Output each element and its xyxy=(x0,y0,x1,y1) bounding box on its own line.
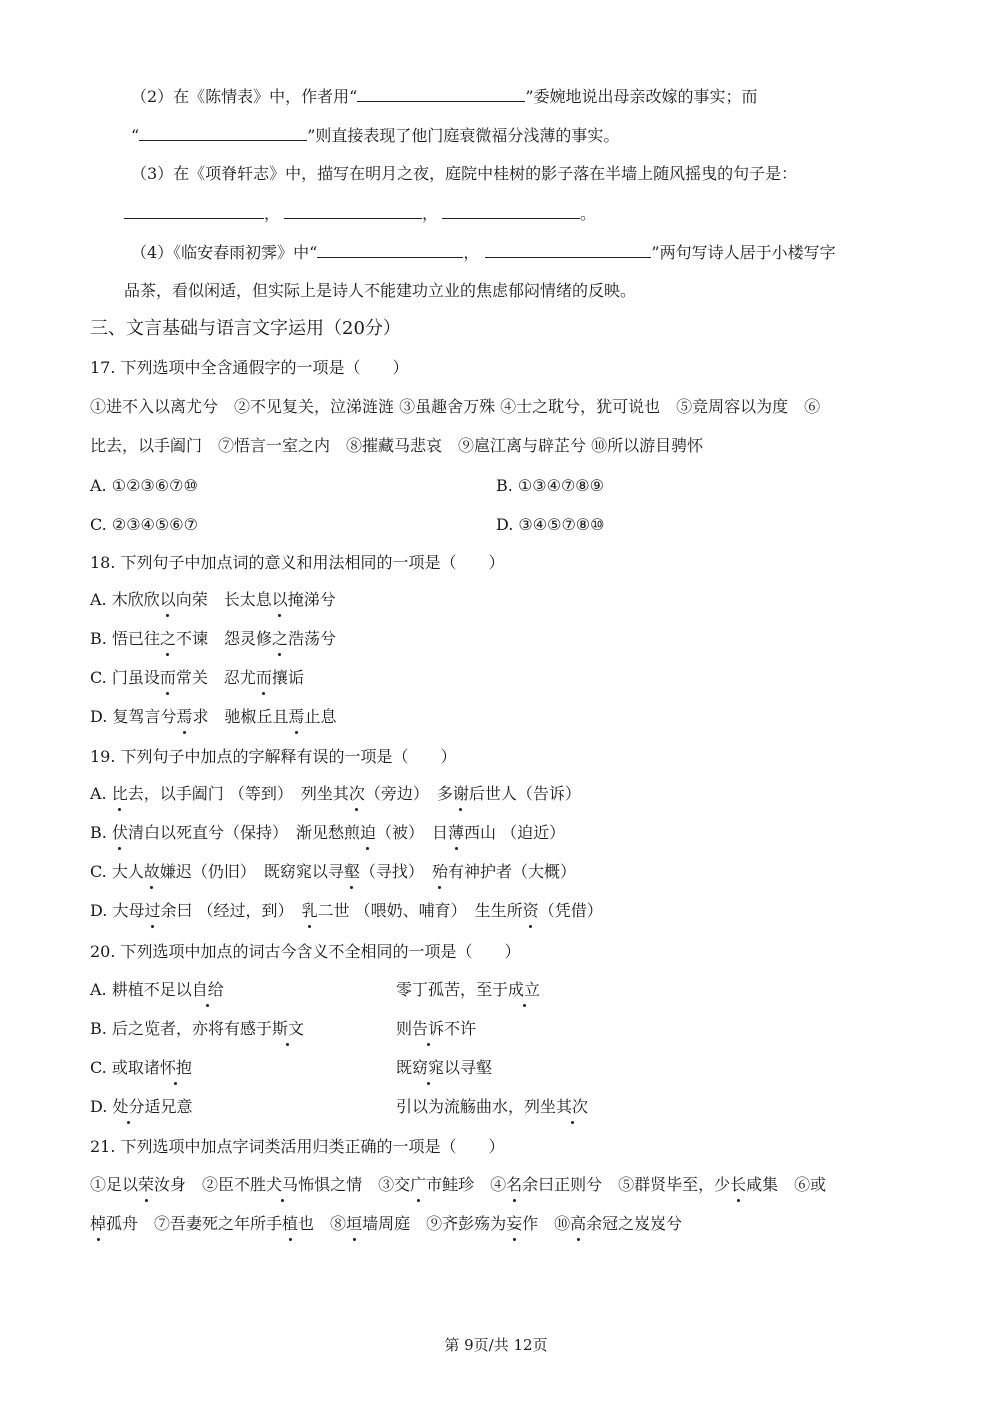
q2-blank-1[interactable] xyxy=(357,85,525,102)
text: 怖惧之情 ③交 xyxy=(298,1175,411,1194)
dotted-char: 之 xyxy=(271,629,288,648)
option-label: C. xyxy=(90,862,107,881)
q4-text-b: ”两句写诗人居于小楼写字 xyxy=(651,243,836,262)
section-title: 三、文言基础与语言文字运用（20分） xyxy=(90,318,401,339)
q17-option-d[interactable]: D. ③④⑤⑦⑧⑩ xyxy=(496,515,605,534)
text: 墙周庭 ⑨齐彭殇为 xyxy=(362,1214,507,1233)
fill-q3-line1 xyxy=(131,163,797,185)
dotted-char: 焉 xyxy=(176,707,193,726)
q4-blank-2[interactable] xyxy=(485,241,651,258)
text: 悟已往 xyxy=(111,629,160,648)
fill-q3-line2 xyxy=(124,202,596,225)
q20-option-d-right xyxy=(396,1096,588,1118)
text: 咸集 ⑥或 xyxy=(746,1175,827,1194)
q19-stem: 19. 下列句子中加点的字解释有误的一项是（ ） xyxy=(90,747,457,766)
dotted-char: 而 xyxy=(255,668,272,687)
option-label: B. xyxy=(90,629,107,648)
text: 常关 忍尤 xyxy=(175,668,256,687)
q2-text-a: （2）在《陈情表》中，作者用“ xyxy=(131,87,358,106)
option-label: A. xyxy=(90,980,107,999)
q4-blank-1[interactable] xyxy=(317,241,463,258)
option-label: B. xyxy=(90,1019,107,1038)
dotted-char: 故 xyxy=(143,862,160,881)
q3-sep-1: ， xyxy=(264,204,281,223)
text: 则 xyxy=(396,1019,413,1038)
dotted-char: 而 xyxy=(159,668,176,687)
text: 攘诟 xyxy=(271,668,304,687)
text: （寻找） xyxy=(359,862,432,881)
text: 掩涕兮 xyxy=(287,590,336,609)
text: 汝身 ②臣不胜 xyxy=(154,1175,267,1194)
option-label: A. xyxy=(90,590,107,609)
text: 木欣欣 xyxy=(111,590,160,609)
text: 后之览者，亦将有感于 xyxy=(111,1019,272,1038)
option-label: A. xyxy=(90,784,107,803)
text: ①足以 xyxy=(90,1175,139,1194)
dotted-word: 窈窕 xyxy=(412,1058,445,1077)
option-label: B. xyxy=(90,823,107,842)
text: 向荣 长太息 xyxy=(175,590,272,609)
text: 以寻壑 xyxy=(444,1058,493,1077)
text: 嫌迟（仍旧） 既窈窕以寻 xyxy=(159,862,344,881)
dotted-char: 迫 xyxy=(359,823,376,842)
text: 门虽设 xyxy=(111,668,160,687)
fill-q2-line2 xyxy=(131,124,619,147)
q3-blank-3[interactable] xyxy=(442,202,580,219)
dotted-char: 薄 xyxy=(448,823,465,842)
text: 余曰正则兮 ⑤群贤毕至，少 xyxy=(522,1175,731,1194)
text: 止息 xyxy=(304,707,337,726)
q2-text-c: “ xyxy=(131,126,140,145)
q18-option-d[interactable] xyxy=(90,706,337,728)
fill-q4-line1 xyxy=(131,241,836,264)
q17-option-c[interactable]: C. ②③④⑤⑥⑦ xyxy=(90,515,198,534)
dotted-word: 怀抱 xyxy=(159,1058,192,1077)
dotted-char: 乳 xyxy=(301,901,318,920)
option-label: C. xyxy=(90,1058,107,1077)
option-label: D. xyxy=(90,1097,108,1116)
dotted-char: 棹 xyxy=(90,1214,107,1233)
q21-items-line1 xyxy=(90,1174,826,1196)
q2-text-b: ”委婉地说出母亲改嫁的事实；而 xyxy=(525,87,758,106)
text: 浩荡兮 xyxy=(288,629,337,648)
q20-option-c[interactable] xyxy=(90,1057,192,1079)
text: 余冠之岌岌兮 xyxy=(586,1214,683,1233)
q18-option-b[interactable] xyxy=(90,628,336,650)
text: 引以为流觞曲水，列坐 xyxy=(396,1097,557,1116)
q3-end: 。 xyxy=(580,204,597,223)
q4-sep: ， xyxy=(463,243,480,262)
dotted-char: 高 xyxy=(570,1214,587,1233)
text: 不谏 怨灵修 xyxy=(175,629,272,648)
dotted-char: 伏 xyxy=(111,823,128,842)
dotted-char: 长 xyxy=(730,1175,747,1194)
text: （旁边） 多 xyxy=(364,784,453,803)
q19-option-b[interactable] xyxy=(90,822,565,844)
dotted-word: 告诉 xyxy=(412,1019,445,1038)
text: 大人 xyxy=(111,862,144,881)
text: 也 ⑧ xyxy=(298,1214,347,1233)
q2-blank-2[interactable] xyxy=(139,124,307,141)
dotted-word: 斯文 xyxy=(271,1019,304,1038)
q20-option-d[interactable] xyxy=(90,1096,192,1118)
dotted-word: 其次 xyxy=(556,1097,589,1116)
dotted-char: 以 xyxy=(159,590,176,609)
dotted-char: 名 xyxy=(506,1175,523,1194)
text: 大母 xyxy=(112,901,145,920)
q21-stem: 21. 下列选项中加点字词类活用归类正确的一项是（ ） xyxy=(90,1137,505,1156)
q20-stem: 20. 下列选项中加点的词古今含义不全相同的一项是（ ） xyxy=(90,942,521,961)
option-label: D. xyxy=(90,901,108,920)
q17-items-line2: 比去，以手阖门 ⑦悟言一室之内 ⑧摧藏马悲哀 ⑨扈江离与辟芷兮 ⑩所以游目骋怀 xyxy=(90,436,704,455)
dotted-char: 以 xyxy=(271,590,288,609)
q17-option-a[interactable]: A. ①②③⑥⑦⑩ xyxy=(90,476,198,495)
text: 求 驰椒丘且 xyxy=(192,707,289,726)
q20-option-a-right xyxy=(396,979,540,1001)
dotted-char: 壑 xyxy=(343,862,360,881)
fill-q4-line2 xyxy=(124,280,636,302)
dotted-char: 次 xyxy=(348,784,365,803)
q20-option-a[interactable] xyxy=(90,979,224,1001)
q17-items-line1: ①进不入以离尤兮 ②不见复关，泣涕涟涟 ③虽趣舍万殊 ④士之耽兮，犹可说也 ⑤竞周容以为度 ⑥ xyxy=(90,397,821,416)
dotted-char: 垣 xyxy=(346,1214,363,1233)
text: 不许 xyxy=(444,1019,477,1038)
dotted-word: 自给 xyxy=(191,980,224,999)
text: 去，以手阖门 （等到） 列坐其 xyxy=(127,784,349,803)
q17-option-b[interactable]: B. ①③④⑦⑧⑨ xyxy=(496,476,604,495)
dotted-char: 资 xyxy=(522,901,539,920)
dotted-char: 谢 xyxy=(452,784,469,803)
q18-option-c[interactable] xyxy=(90,667,304,689)
text: 复驾言兮 xyxy=(112,707,177,726)
text: 二世 （喂奶、哺育） 生生所 xyxy=(317,901,523,920)
q4-text-a: （4）《临安春雨初霁》中“ xyxy=(131,243,318,262)
dotted-char: 殆 xyxy=(431,862,448,881)
dotted-char: 植 xyxy=(282,1214,299,1233)
dotted-char: 过 xyxy=(144,901,161,920)
text: （凭借） xyxy=(538,901,603,920)
dotted-char: 广 xyxy=(410,1175,427,1194)
q3-text: （3）在《项脊轩志》中，描写在明月之夜，庭院中桂树的影子落在半墙上随风摇曳的句子是： xyxy=(131,164,798,183)
q20-option-b-right xyxy=(396,1018,476,1040)
q3-blank-1[interactable] xyxy=(124,202,264,219)
dotted-char: 荣 xyxy=(138,1175,155,1194)
q19-option-a[interactable] xyxy=(90,783,581,805)
text: 零丁孤苦，至于 xyxy=(396,980,509,999)
dotted-char: 妄 xyxy=(506,1214,523,1233)
q18-stem: 18. 下列句子中加点词的意义和用法相同的一项是（ ） xyxy=(90,553,505,572)
q20-option-b[interactable] xyxy=(90,1018,304,1040)
text: 西山 （迫近） xyxy=(464,823,566,842)
text: 作 ⑩ xyxy=(522,1214,571,1233)
option-label: D. xyxy=(90,707,108,726)
dotted-char: 之 xyxy=(159,629,176,648)
text: 后世人（告诉） xyxy=(468,784,581,803)
text: 有神护者（大概） xyxy=(447,862,576,881)
text: 市鲑珍 ④ xyxy=(426,1175,507,1194)
q20-option-c-right xyxy=(396,1057,492,1079)
text: 孤舟 ⑦吾妻死之年所手 xyxy=(106,1214,283,1233)
q21-items-line2 xyxy=(90,1213,682,1235)
q3-blank-2[interactable] xyxy=(284,202,422,219)
text: 清白以死直兮（保持） 渐见愁煎 xyxy=(127,823,360,842)
dotted-char: 比 xyxy=(111,784,128,803)
dotted-word: 犬马 xyxy=(266,1175,299,1194)
q2-text-d: ”则直接表现了他门庭衰微福分浅薄的事实。 xyxy=(307,126,620,145)
page-number: 第 9页/共 12页 xyxy=(444,1336,548,1354)
dotted-word: 成立 xyxy=(508,980,541,999)
text: 余曰 （经过，到） xyxy=(160,901,302,920)
q18-option-a[interactable] xyxy=(90,589,336,611)
q19-option-d[interactable] xyxy=(90,900,603,922)
q3-sep-2: ， xyxy=(422,204,439,223)
option-label: C. xyxy=(90,668,107,687)
text: 耕植不足以 xyxy=(111,980,192,999)
dotted-char: 焉 xyxy=(288,707,305,726)
text: 或取诸 xyxy=(111,1058,160,1077)
q4-text-c: 品茶，看似闲适，但实际上是诗人不能建功立业的焦虑郁闷情绪的反映。 xyxy=(124,281,637,300)
fill-q2-line1 xyxy=(131,85,758,108)
q17-stem: 17. 下列选项中全含通假字的一项是（ ） xyxy=(90,358,409,377)
text: 适兄意 xyxy=(144,1097,193,1116)
text: 既 xyxy=(396,1058,413,1077)
text: （被） 日 xyxy=(375,823,448,842)
q19-option-c[interactable] xyxy=(90,861,576,883)
dotted-word: 处分 xyxy=(112,1097,145,1116)
